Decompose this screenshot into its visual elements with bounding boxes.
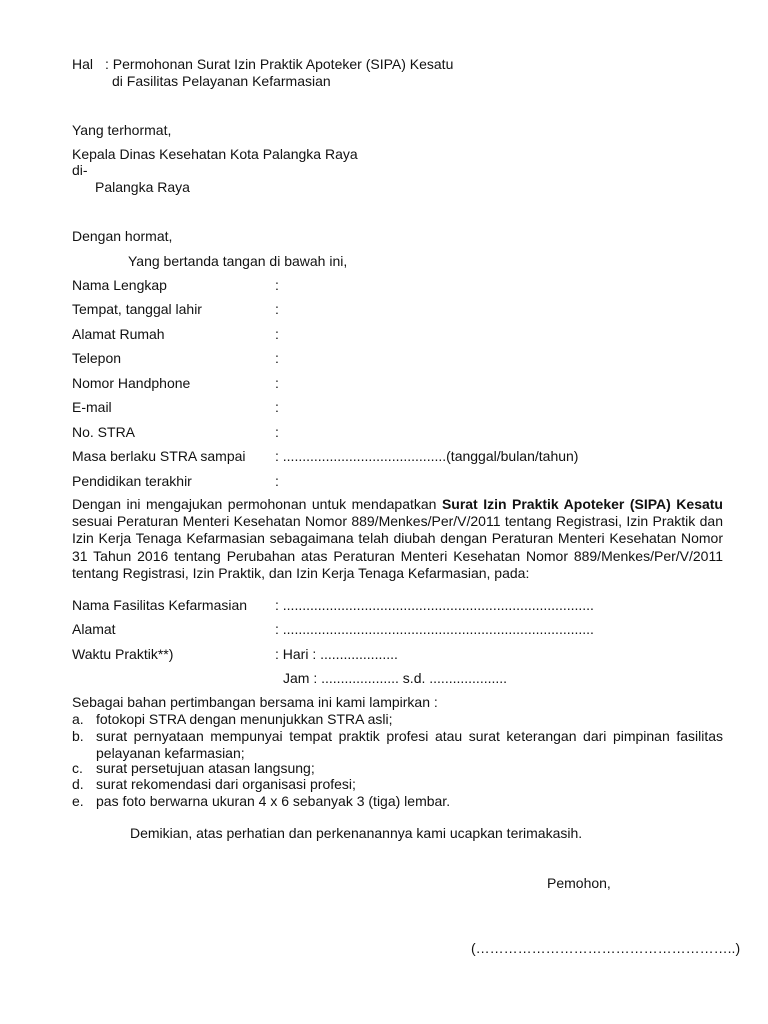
- recipient-city: Palangka Raya: [95, 179, 190, 195]
- field-label: Nomor Handphone: [72, 375, 191, 391]
- field-value: :: [275, 326, 279, 342]
- field-tempat-tanggal-lahir: [72, 301, 732, 318]
- list-text: pas foto berwarna ukuran 4 x 6 sebanyak 3 (tiga) lembar.: [96, 793, 451, 809]
- list-text: surat persetujuan atasan langsung;: [96, 760, 315, 776]
- signature-placeholder: (………………………………………………..): [471, 940, 741, 956]
- field-telepon: [72, 350, 732, 367]
- subject-line-2: di Fasilitas Pelayanan Kefarmasian: [112, 73, 331, 89]
- field-waktu-praktik: [72, 646, 732, 663]
- request-text-2: sesuai Peraturan Menteri Kesehatan Nomor 889/Menkes/Per/V/2011 tentang Registrasi, Izin Praktik dan Izin Kerja Tenaga Kefarmasian sebagaimana telah diubah dengan Peraturan Menteri Kesehatan Nomor 31 Tahun 2016 tentang Perubahan atas Peraturan Menteri Kesehatan Nomor 889/Menkes/Per/V/2011 tentang Registrasi, Izin Praktik, dan Izin Kerja Tenaga Kefarmasian, pada:: [72, 513, 723, 581]
- list-marker: c.: [72, 760, 83, 776]
- list-marker: a.: [72, 711, 84, 727]
- field-pendidikan-terakhir: [72, 473, 732, 490]
- subject-label: Hal: [72, 56, 94, 72]
- list-marker: e.: [72, 793, 84, 809]
- recipient-greeting: Yang terhormat,: [72, 122, 172, 138]
- field-no-stra: [72, 424, 732, 441]
- field-label: Pendidikan terakhir: [72, 473, 192, 489]
- subject-line-1: : Permohonan Surat Izin Praktik Apoteker (SIPA) Kesatu: [105, 56, 454, 72]
- field-value: : Hari : ....................: [275, 646, 398, 662]
- field-alamat-fasilitas: [72, 621, 732, 638]
- field-label: Nama Fasilitas Kefarmasian: [72, 597, 248, 613]
- closing-sentence: Demikian, atas perhatian dan perkenanannya kami ucapkan terimakasih.: [130, 825, 583, 841]
- attachments-intro: Sebagai bahan pertimbangan bersama ini kami lampirkan :: [72, 694, 438, 710]
- field-label: Masa berlaku STRA sampai: [72, 448, 246, 464]
- field-nama-lengkap: [72, 277, 732, 294]
- field-value: : ................................................................................: [275, 621, 594, 637]
- list-text: surat rekomendasi dari organisasi profesi;: [96, 776, 356, 792]
- field-label: Alamat: [72, 621, 116, 637]
- field-email: [72, 399, 732, 416]
- field-label: No. STRA: [72, 424, 136, 440]
- field-nama-fasilitas: [72, 597, 732, 614]
- field-value: :: [275, 301, 279, 317]
- field-label: Waktu Praktik**): [72, 646, 174, 662]
- field-label: Nama Lengkap: [72, 277, 167, 293]
- field-value: : ..........................................(tanggal/bulan/tahun): [275, 448, 579, 464]
- field-alamat-rumah: [72, 326, 732, 343]
- field-label: E-mail: [72, 399, 112, 415]
- jam-line: Jam : .................... s.d. ....................: [283, 670, 508, 686]
- list-text: surat pernyataan mempunyai tempat praktik profesi atau surat keterangan dari pimpinan fasilitas pelayanan kefarmasian;: [96, 728, 723, 761]
- list-marker: d.: [72, 776, 84, 792]
- field-masa-berlaku-stra: [72, 448, 732, 465]
- field-value: : ................................................................................: [275, 597, 594, 613]
- field-nomor-handphone: [72, 375, 732, 392]
- recipient-name: Kepala Dinas Kesehatan Kota Palangka Raya: [72, 146, 358, 162]
- intro-line: Yang bertanda tangan di bawah ini,: [128, 253, 348, 269]
- field-label: Telepon: [72, 350, 122, 366]
- list-text: fotokopi STRA dengan menunjukkan STRA asli;: [96, 711, 393, 727]
- signature-label: Pemohon,: [547, 875, 611, 891]
- salutation: Dengan hormat,: [72, 228, 173, 244]
- field-label: Tempat, tanggal lahir: [72, 301, 202, 317]
- request-permit-name: Surat Izin Praktik Apoteker (SIPA) Kesatu: [441, 496, 723, 512]
- recipient-di: di-: [72, 162, 88, 178]
- field-value: :: [275, 473, 279, 489]
- field-value: :: [275, 424, 279, 440]
- field-value: :: [275, 399, 279, 415]
- field-value: :: [275, 350, 279, 366]
- field-value: :: [275, 375, 279, 391]
- list-marker: b.: [72, 728, 84, 744]
- field-label: Alamat Rumah: [72, 326, 165, 342]
- request-text-1: Dengan ini mengajukan permohonan untuk mendapatkan: [72, 496, 442, 512]
- field-value: :: [275, 277, 279, 293]
- request-paragraph: [72, 496, 723, 582]
